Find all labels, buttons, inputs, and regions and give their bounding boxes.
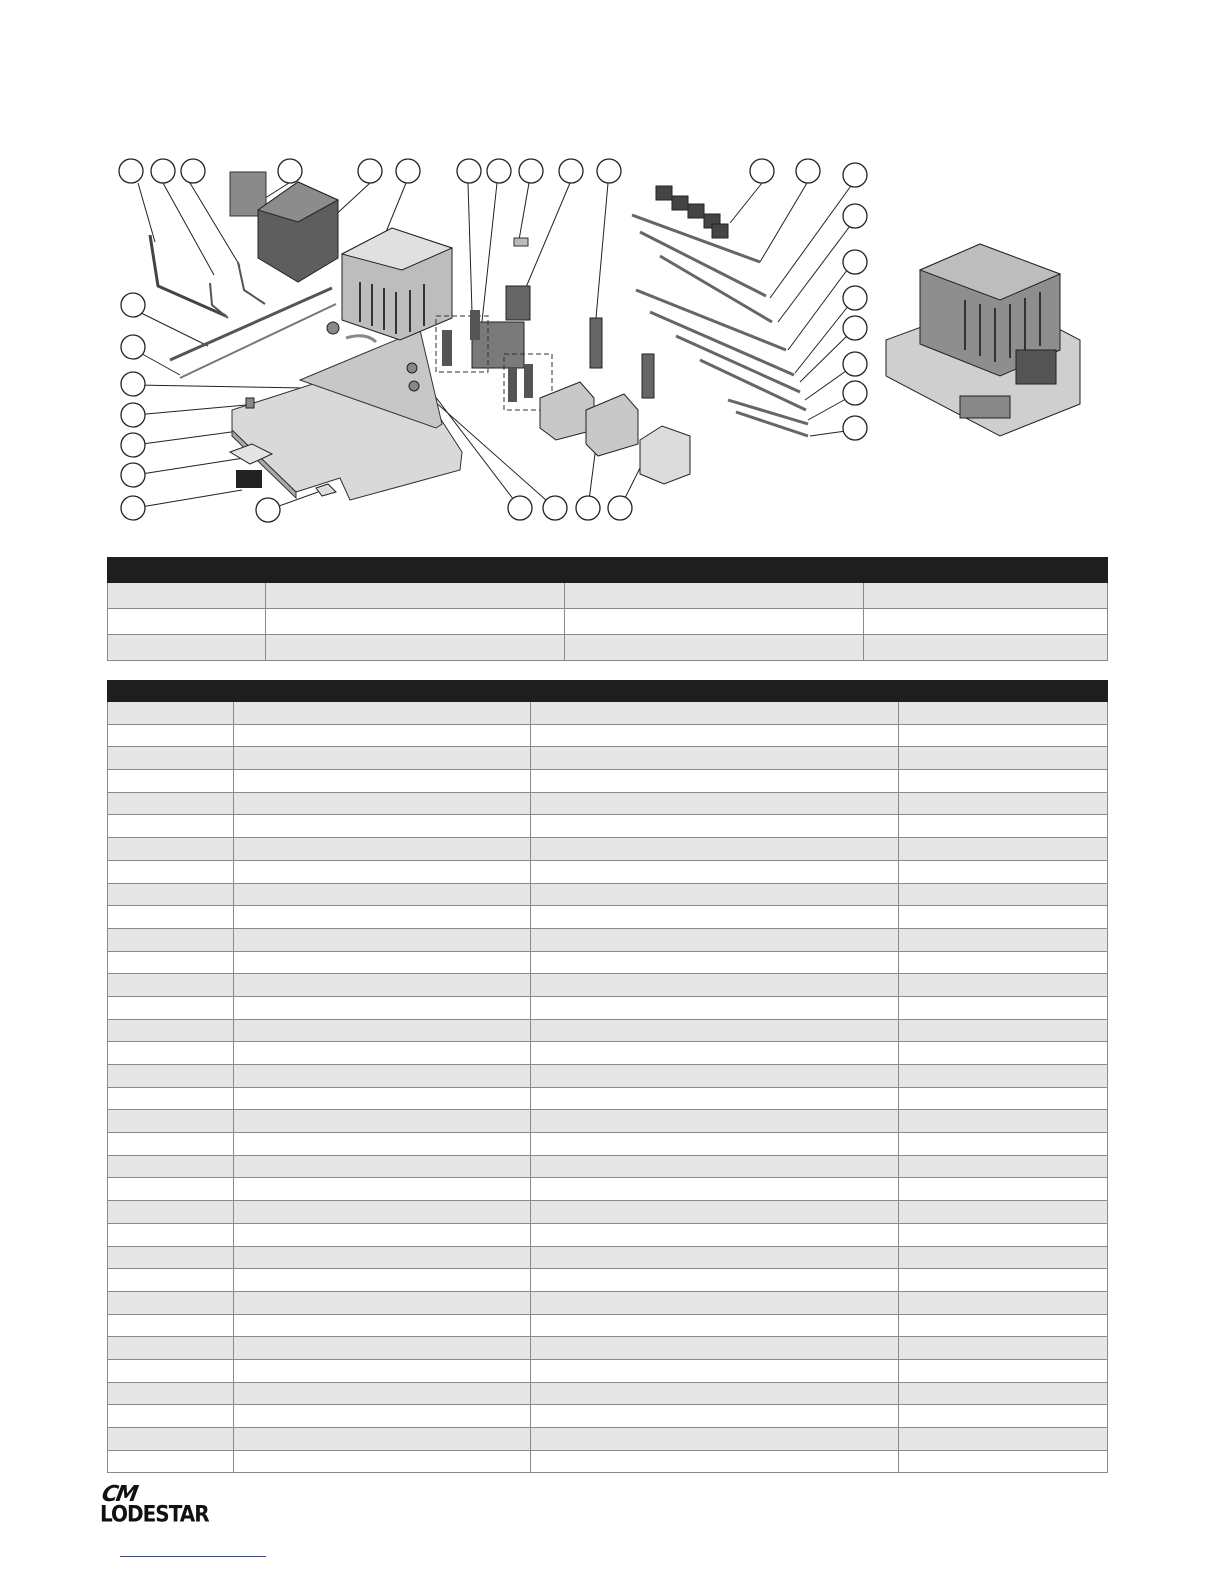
table-cell: [108, 635, 266, 661]
table-cell: [899, 1382, 1108, 1405]
table-cell: [234, 1087, 531, 1110]
table-cell: [234, 860, 531, 883]
table-row: [108, 906, 1108, 929]
table-cell: [108, 860, 234, 883]
callout-circle: [119, 159, 143, 183]
callout-circle: [151, 159, 175, 183]
table-cell: [531, 1291, 899, 1314]
table-row: [108, 1065, 1108, 1088]
table-cell: [899, 1337, 1108, 1360]
table-cell: [108, 1019, 234, 1042]
column-header: [565, 558, 864, 583]
table-cell: [899, 838, 1108, 861]
table-cell: [531, 1246, 899, 1269]
table-cell: [234, 1019, 531, 1042]
table-row: [108, 1382, 1108, 1405]
table-row: [108, 1087, 1108, 1110]
table-row: [108, 770, 1108, 793]
table-cell: [266, 609, 565, 635]
table-cell: [234, 1223, 531, 1246]
column-header: [899, 681, 1108, 702]
table-cell: [108, 1405, 234, 1428]
table-row: [108, 1428, 1108, 1451]
table-cell: [108, 1087, 234, 1110]
table-cell: [234, 996, 531, 1019]
table-cell: [531, 838, 899, 861]
callout-circle: [843, 163, 867, 187]
table-cell: [234, 1428, 531, 1451]
table-cell: [899, 1178, 1108, 1201]
column-header: [234, 681, 531, 702]
callout-circle: [543, 496, 567, 520]
table-cell: [108, 974, 234, 997]
table-cell: [531, 724, 899, 747]
table-cell: [108, 928, 234, 951]
table-cell: [899, 815, 1108, 838]
callout-circle: [559, 159, 583, 183]
table-cell: [899, 1201, 1108, 1224]
table-cell: [899, 860, 1108, 883]
table-cell: [899, 792, 1108, 815]
callout-circle: [843, 381, 867, 405]
table-row: [108, 1269, 1108, 1292]
callout-circle: [750, 159, 774, 183]
table-cell: [234, 792, 531, 815]
table-cell: [899, 747, 1108, 770]
callout-circle: [121, 403, 145, 427]
table-row: [108, 1450, 1108, 1473]
table-row: [108, 1201, 1108, 1224]
callout-circle: [597, 159, 621, 183]
table-cell: [108, 583, 266, 609]
table-cell: [899, 1065, 1108, 1088]
table-row: [108, 838, 1108, 861]
table-row: [108, 815, 1108, 838]
table-cell: [108, 1223, 234, 1246]
table-row: [108, 1155, 1108, 1178]
callout-circle: [121, 463, 145, 487]
callout-circle: [358, 159, 382, 183]
table-row: [108, 1133, 1108, 1156]
table-row: [108, 583, 1108, 609]
table-cell: [531, 747, 899, 770]
table-row: [108, 1042, 1108, 1065]
column-header: [108, 681, 234, 702]
table-cell: [234, 1382, 531, 1405]
table-cell: [531, 702, 899, 725]
table-cell: [864, 635, 1108, 661]
table-row: [108, 951, 1108, 974]
table-cell: [234, 1450, 531, 1473]
table-row: [108, 747, 1108, 770]
table-row: [108, 1337, 1108, 1360]
table-cell: [531, 1155, 899, 1178]
table-cell: [531, 815, 899, 838]
table-row: [108, 1019, 1108, 1042]
column-header: [108, 558, 266, 583]
table-cell: [266, 635, 565, 661]
table-cell: [899, 770, 1108, 793]
callout-circle: [457, 159, 481, 183]
table-cell: [108, 770, 234, 793]
callout-circle: [576, 496, 600, 520]
table-cell: [108, 883, 234, 906]
exploded-parts-diagram: [0, 140, 1224, 540]
table-cell: [108, 1065, 234, 1088]
table-cell: [899, 1359, 1108, 1382]
table-cell: [565, 609, 864, 635]
table-cell: [108, 1246, 234, 1269]
table-row: [108, 1314, 1108, 1337]
table-cell: [234, 906, 531, 929]
table-cell: [234, 747, 531, 770]
table-cell: [531, 996, 899, 1019]
table-cell: [108, 1110, 234, 1133]
table-cell: [234, 815, 531, 838]
table-row: [108, 1223, 1108, 1246]
table-cell: [108, 1155, 234, 1178]
table-cell: [864, 609, 1108, 635]
parts-table-top: [107, 557, 1108, 661]
table-cell: [565, 583, 864, 609]
table-cell: [899, 1042, 1108, 1065]
table-cell: [108, 1269, 234, 1292]
table-cell: [108, 747, 234, 770]
logo-wordmark: LODESTAR: [100, 1500, 209, 1528]
callout-circle: [796, 159, 820, 183]
table-cell: [234, 1405, 531, 1428]
callout-circle: [181, 159, 205, 183]
table-cell: [531, 1428, 899, 1451]
table-cell: [899, 1450, 1108, 1473]
table-cell: [108, 1359, 234, 1382]
callout-circle: [121, 293, 145, 317]
table-cell: [234, 1201, 531, 1224]
table-cell: [899, 1428, 1108, 1451]
table-cell: [108, 609, 266, 635]
table-header-row: [108, 558, 1108, 583]
table-cell: [531, 1269, 899, 1292]
table-cell: [899, 951, 1108, 974]
table-cell: [531, 1110, 899, 1133]
callout-circle: [508, 496, 532, 520]
table-cell: [234, 883, 531, 906]
callout-circle: [608, 496, 632, 520]
table-cell: [234, 1065, 531, 1088]
callout-circle: [843, 250, 867, 274]
table-cell: [899, 1246, 1108, 1269]
table-cell: [234, 770, 531, 793]
table-cell: [531, 1223, 899, 1246]
table-row: [108, 1359, 1108, 1382]
table-cell: [531, 951, 899, 974]
table-cell: [531, 770, 899, 793]
table-cell: [899, 1314, 1108, 1337]
table-cell: [531, 1337, 899, 1360]
callout-circle: [843, 352, 867, 376]
table-row: [108, 1110, 1108, 1133]
callout-circle: [843, 286, 867, 310]
table-cell: [234, 1178, 531, 1201]
table-row: [108, 792, 1108, 815]
callout-circle: [396, 159, 420, 183]
table-cell: [531, 974, 899, 997]
table-row: [108, 724, 1108, 747]
table-cell: [234, 1042, 531, 1065]
column-header: [531, 681, 899, 702]
table-cell: [531, 883, 899, 906]
callout-circle: [121, 433, 145, 457]
table-cell: [108, 1291, 234, 1314]
table-row: [108, 1291, 1108, 1314]
callout-circle: [121, 335, 145, 359]
callout-circle: [121, 496, 145, 520]
table-cell: [531, 906, 899, 929]
callout-circle: [843, 204, 867, 228]
table-cell: [108, 702, 234, 725]
table-cell: [531, 1382, 899, 1405]
table-cell: [108, 1201, 234, 1224]
table-cell: [531, 1201, 899, 1224]
callout-circle: [487, 159, 511, 183]
table-cell: [899, 996, 1108, 1019]
table-cell: [108, 838, 234, 861]
table-cell: [108, 724, 234, 747]
table-cell: [531, 1065, 899, 1088]
table-row: [108, 974, 1108, 997]
table-row: [108, 635, 1108, 661]
table-cell: [899, 1223, 1108, 1246]
callout-circle: [843, 316, 867, 340]
table-cell: [899, 1291, 1108, 1314]
table-cell: [899, 906, 1108, 929]
table-row: [108, 860, 1108, 883]
table-row: [108, 883, 1108, 906]
table-cell: [108, 906, 234, 929]
table-cell: [531, 928, 899, 951]
table-cell: [108, 1178, 234, 1201]
table-cell: [234, 1314, 531, 1337]
table-cell: [899, 1405, 1108, 1428]
table-row: [108, 996, 1108, 1019]
column-header: [266, 558, 565, 583]
table-row: [108, 1405, 1108, 1428]
table-cell: [108, 996, 234, 1019]
table-cell: [108, 1450, 234, 1473]
table-cell: [234, 1291, 531, 1314]
table-cell: [531, 1178, 899, 1201]
table-cell: [108, 1314, 234, 1337]
table-cell: [531, 1314, 899, 1337]
table-cell: [234, 928, 531, 951]
table-cell: [899, 1269, 1108, 1292]
table-cell: [531, 1405, 899, 1428]
table-row: [108, 1178, 1108, 1201]
table-cell: [234, 724, 531, 747]
table-cell: [531, 1133, 899, 1156]
cm-lodestar-logo: [100, 1480, 240, 1530]
table-cell: [864, 583, 1108, 609]
table-cell: [531, 1019, 899, 1042]
footer-link-underline: [120, 1556, 266, 1557]
table-cell: [531, 1450, 899, 1473]
table-cell: [234, 951, 531, 974]
table-cell: [531, 792, 899, 815]
callout-circle: [256, 498, 280, 522]
table-cell: [234, 702, 531, 725]
table-cell: [266, 583, 565, 609]
table-cell: [234, 1133, 531, 1156]
table-row: [108, 1246, 1108, 1269]
table-cell: [108, 815, 234, 838]
table-cell: [531, 1087, 899, 1110]
table-cell: [899, 974, 1108, 997]
table-cell: [234, 974, 531, 997]
table-header-row: [108, 681, 1108, 702]
table-row: [108, 609, 1108, 635]
table-cell: [531, 860, 899, 883]
table-cell: [899, 724, 1108, 747]
table-cell: [899, 1133, 1108, 1156]
table-cell: [234, 1359, 531, 1382]
table-cell: [899, 1110, 1108, 1133]
table-cell: [108, 1337, 234, 1360]
table-cell: [234, 838, 531, 861]
callout-circle: [278, 159, 302, 183]
table-cell: [565, 635, 864, 661]
table-cell: [234, 1269, 531, 1292]
table-cell: [234, 1246, 531, 1269]
table-cell: [899, 1087, 1108, 1110]
callout-circle: [843, 416, 867, 440]
callout-circle: [121, 372, 145, 396]
table-cell: [108, 951, 234, 974]
table-cell: [899, 1019, 1108, 1042]
table-cell: [899, 1155, 1108, 1178]
table-cell: [234, 1110, 531, 1133]
parts-table-main: [107, 680, 1108, 1473]
table-row: [108, 928, 1108, 951]
table-cell: [108, 1042, 234, 1065]
callout-circle: [519, 159, 543, 183]
column-header: [864, 558, 1108, 583]
table-cell: [234, 1155, 531, 1178]
table-cell: [108, 1428, 234, 1451]
table-cell: [899, 883, 1108, 906]
table-cell: [899, 702, 1108, 725]
table-cell: [108, 1382, 234, 1405]
table-cell: [531, 1042, 899, 1065]
table-cell: [899, 928, 1108, 951]
table-cell: [108, 792, 234, 815]
table-cell: [531, 1359, 899, 1382]
table-row: [108, 702, 1108, 725]
table-cell: [234, 1337, 531, 1360]
logo-cm-mark: CM: [99, 1482, 139, 1507]
table-cell: [108, 1133, 234, 1156]
